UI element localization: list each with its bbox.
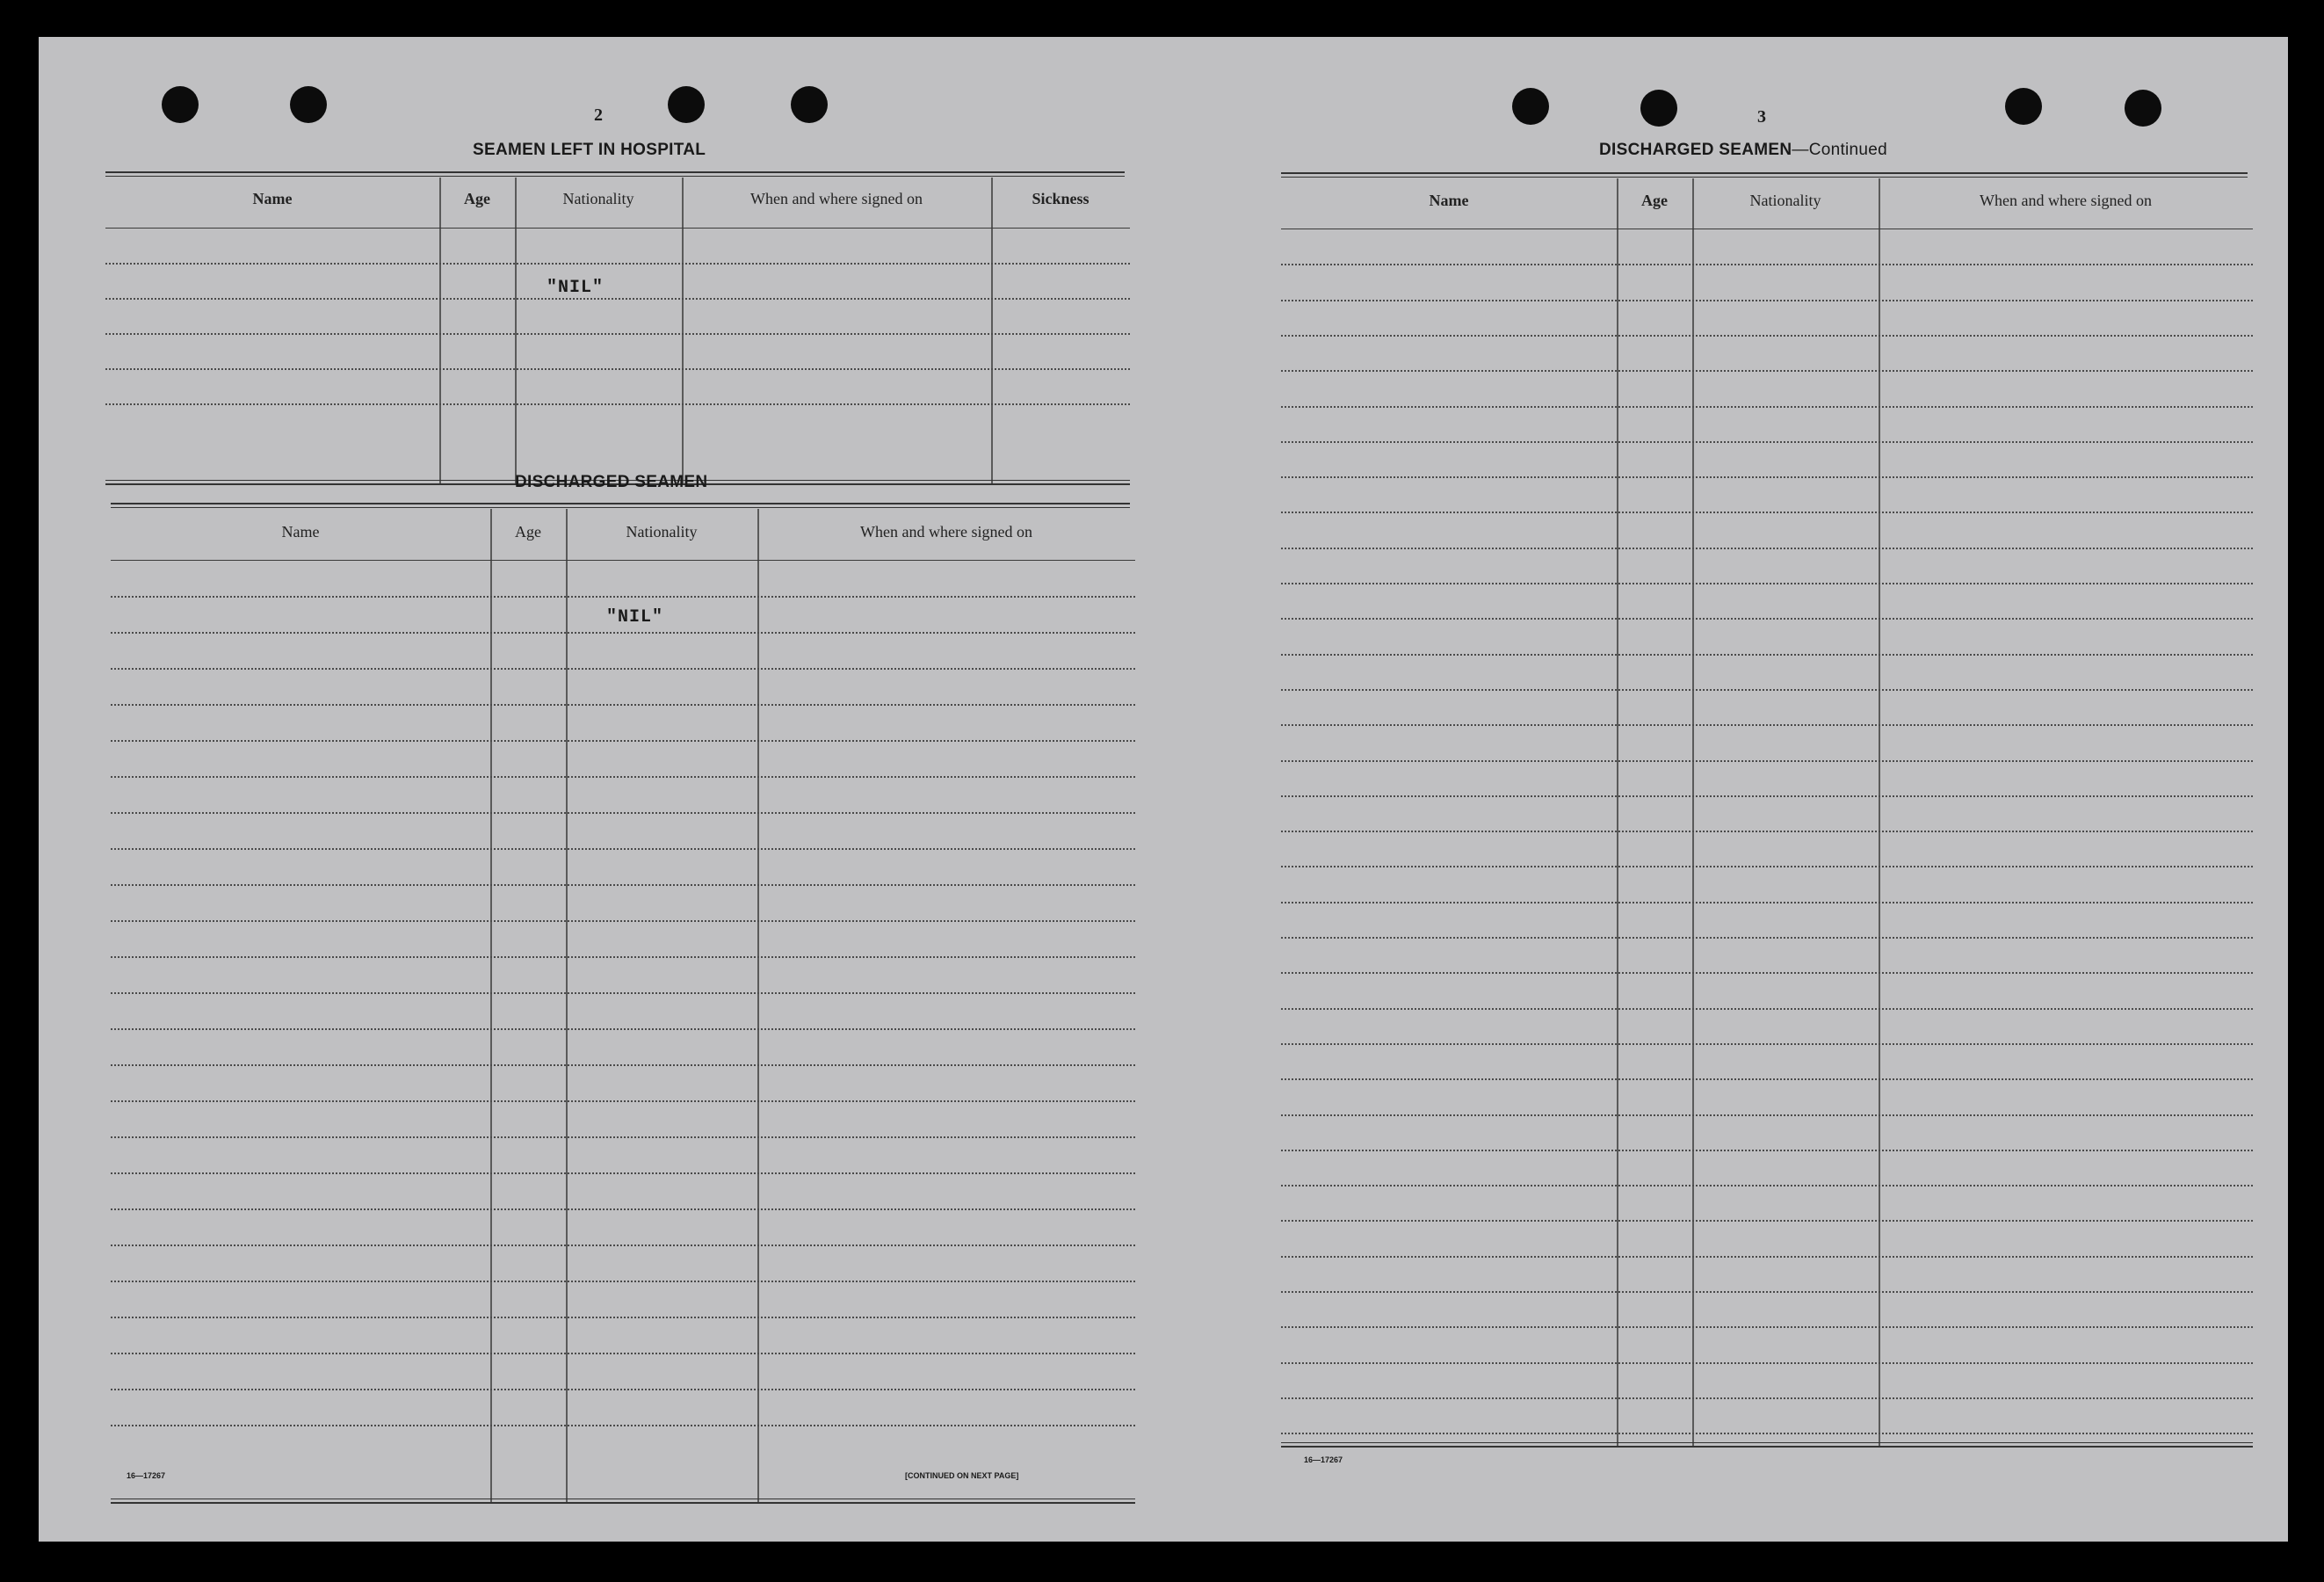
row-line	[1281, 1043, 2253, 1045]
hospital-heading: SEAMEN LEFT IN HOSPITAL	[473, 141, 706, 159]
heading-continued: —Continued	[1792, 141, 1888, 159]
row-line	[111, 632, 1135, 634]
row-line	[111, 704, 1135, 706]
col-signed-on: When and where signed on	[860, 523, 1032, 541]
row-line	[1281, 264, 2253, 265]
punch-hole-icon	[2125, 90, 2161, 127]
row-line	[111, 884, 1135, 886]
row-line	[1281, 1220, 2253, 1222]
row-line	[111, 1172, 1135, 1174]
header-rule	[111, 503, 1130, 508]
row-line	[1281, 1150, 2253, 1151]
page-number: 2	[594, 105, 603, 125]
row-line	[1281, 937, 2253, 939]
continued-note: [CONTINUED ON NEXT PAGE]	[905, 1471, 1019, 1480]
row-line	[1281, 654, 2253, 656]
punch-hole-icon	[290, 86, 327, 123]
row-line	[1281, 831, 2253, 832]
row-line	[1281, 441, 2253, 443]
row-line	[111, 1028, 1135, 1030]
row-line	[1281, 1256, 2253, 1258]
hospital-table	[105, 178, 1130, 485]
row-line	[111, 920, 1135, 922]
page-number: 3	[1757, 107, 1766, 127]
row-line	[1281, 512, 2253, 513]
discharged-heading: DISCHARGED SEAMEN	[515, 473, 708, 491]
punch-hole-icon	[791, 86, 828, 123]
row-line	[111, 1425, 1135, 1426]
row-line	[111, 1353, 1135, 1354]
row-line	[111, 1100, 1135, 1102]
row-line	[111, 596, 1135, 598]
row-line	[1281, 1433, 2253, 1434]
row-line	[111, 1136, 1135, 1138]
col-sickness: Sickness	[1032, 190, 1090, 207]
col-nationality: Nationality	[562, 190, 634, 207]
row-line	[1281, 866, 2253, 867]
discharged-table	[111, 509, 1135, 1504]
punch-hole-icon	[668, 86, 705, 123]
discharged-continued-heading	[1599, 141, 1887, 160]
col-age: Age	[515, 523, 541, 541]
row-line	[111, 812, 1135, 814]
row-line	[111, 1064, 1135, 1066]
row-line	[1281, 760, 2253, 762]
row-line	[1281, 1291, 2253, 1293]
row-line	[1281, 335, 2253, 337]
col-nationality: Nationality	[626, 523, 698, 541]
row-line	[111, 776, 1135, 778]
row-line	[1281, 1397, 2253, 1399]
col-nationality: Nationality	[1749, 192, 1821, 209]
row-line	[1281, 1008, 2253, 1010]
row-line	[111, 956, 1135, 958]
row-line	[1281, 583, 2253, 584]
row-line	[1281, 724, 2253, 726]
header-rule	[1281, 172, 2248, 178]
row-line	[1281, 795, 2253, 797]
row-line	[1281, 476, 2253, 478]
row-line	[111, 1208, 1135, 1210]
col-signed-on: When and where signed on	[750, 190, 923, 207]
form-number: 16—17267	[127, 1471, 166, 1480]
row-line	[1281, 300, 2253, 301]
row-line	[1281, 406, 2253, 408]
heading-main: DISCHARGED SEAMEN	[1599, 141, 1792, 159]
row-line	[1281, 1362, 2253, 1364]
row-line	[111, 1389, 1135, 1390]
form-sheet	[39, 37, 2288, 1542]
row-line	[1281, 618, 2253, 620]
col-name: Name	[281, 523, 320, 541]
row-line	[111, 1245, 1135, 1246]
discharged-continued-table	[1281, 178, 2253, 1448]
row-line	[105, 263, 1130, 265]
punch-hole-icon	[2005, 88, 2042, 125]
row-line	[1281, 1185, 2253, 1186]
row-line	[111, 1317, 1135, 1318]
row-line	[1281, 548, 2253, 549]
row-line	[1281, 370, 2253, 372]
row-line	[105, 403, 1130, 405]
row-line	[1281, 689, 2253, 691]
row-line	[1281, 1078, 2253, 1080]
form-number: 16—17267	[1304, 1455, 1343, 1464]
col-age: Age	[464, 190, 490, 207]
discharged-nil-entry: "NIL"	[606, 607, 664, 628]
left-page	[39, 37, 1198, 1542]
row-line	[1281, 1114, 2253, 1116]
row-line	[105, 368, 1130, 370]
col-signed-on: When and where signed on	[1980, 192, 2152, 209]
header-rule	[105, 171, 1125, 177]
col-name: Name	[252, 190, 293, 207]
punch-hole-icon	[1640, 90, 1677, 127]
row-line	[1281, 972, 2253, 974]
punch-hole-icon	[162, 86, 199, 123]
row-line	[1281, 902, 2253, 903]
hospital-nil-entry: "NIL"	[547, 278, 605, 298]
row-line	[105, 298, 1130, 300]
row-line	[1281, 1326, 2253, 1328]
col-name: Name	[1429, 192, 1469, 209]
row-line	[105, 333, 1130, 335]
row-line	[111, 668, 1135, 670]
right-page	[1198, 37, 2288, 1542]
row-line	[111, 740, 1135, 742]
punch-hole-icon	[1512, 88, 1549, 125]
row-line	[111, 1281, 1135, 1282]
col-age: Age	[1641, 192, 1668, 209]
row-line	[111, 992, 1135, 994]
row-line	[111, 848, 1135, 850]
